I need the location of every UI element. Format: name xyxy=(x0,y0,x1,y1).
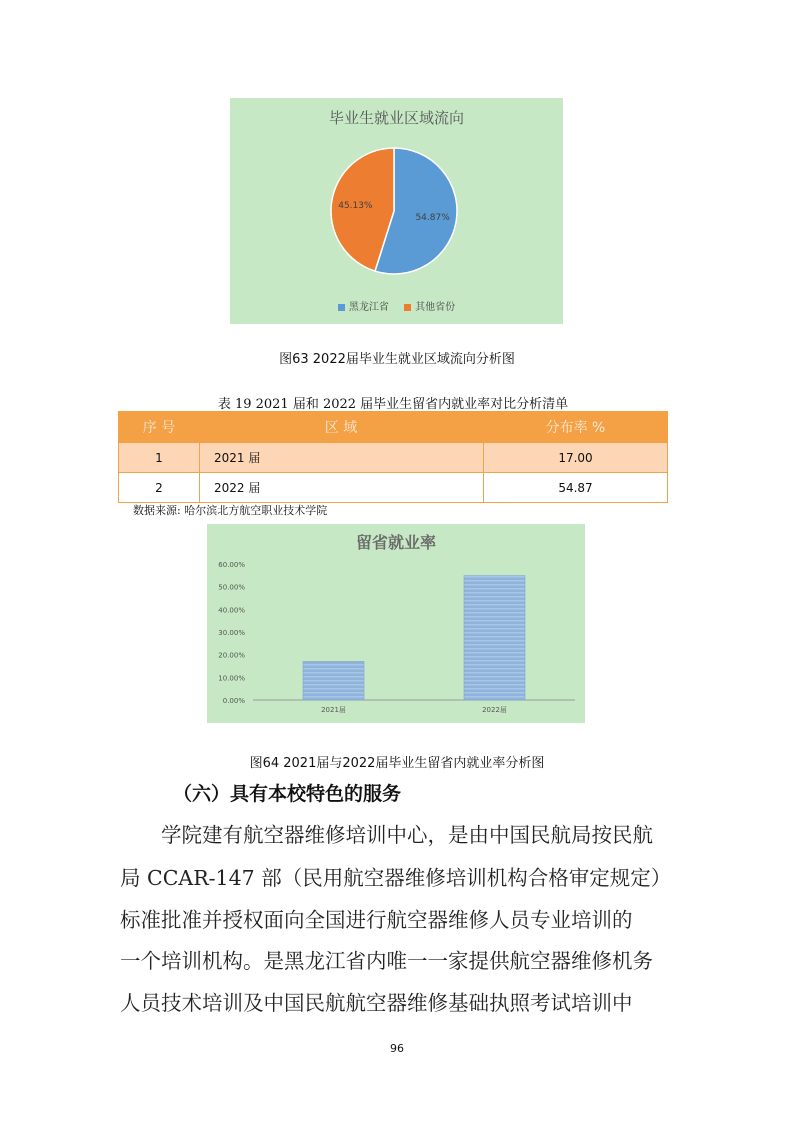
y-tick-label: 50.00% xyxy=(218,583,245,592)
header-index: 序 号 xyxy=(119,412,200,443)
table19-caption: 表 19 2021 届和 2022 届毕业生留省内就业率对比分析清单 xyxy=(217,397,569,412)
x-tick-label: 2021届 xyxy=(321,706,346,714)
header-rate: 分布率 % xyxy=(484,412,668,443)
bar xyxy=(303,661,364,700)
header-region: 区 域 xyxy=(200,412,484,443)
y-tick-label: 40.00% xyxy=(218,606,245,615)
cell-region: 2022 届 xyxy=(200,473,484,503)
cell-rate: 17.00 xyxy=(484,443,668,473)
body-paragraph-line: 局 CCAR-147 部（民用航空器维修培训机构合格审定规定） xyxy=(120,866,672,890)
legend-entry-heilongjiang xyxy=(338,302,389,313)
x-tick-label: 2022届 xyxy=(482,706,507,714)
pie-data-label: 45.13% xyxy=(338,201,373,212)
y-tick-label: 0.00% xyxy=(222,697,245,705)
pie-chart-title: 毕业生就业区域流向 xyxy=(328,109,464,127)
data-source-note: 数据来源: 哈尔滨北方航空职业技术学院 xyxy=(133,504,328,517)
legend-swatch xyxy=(338,304,345,311)
legend-label: 其他省份 xyxy=(415,302,456,313)
table-row xyxy=(119,443,668,473)
legend-entry-other xyxy=(404,302,455,313)
body-paragraph-line: 一个培训机构。是黑龙江省内唯一一家提供航空器维修机务 xyxy=(120,949,653,973)
bar-chart-svg xyxy=(207,524,585,723)
bar xyxy=(464,576,525,700)
section-heading: （六）具有本校特色的服务 xyxy=(173,783,402,805)
table-row xyxy=(119,473,668,503)
bar-chart-title: 留省就业率 xyxy=(355,533,436,552)
bar-chart-figure xyxy=(207,524,585,723)
y-tick-label: 60.00% xyxy=(218,561,245,569)
cell-index: 1 xyxy=(119,443,200,473)
body-paragraph-line: 学院建有航空器维修培训中心，是由中国民航局按民航 xyxy=(161,823,653,847)
table19 xyxy=(118,411,668,503)
body-paragraph-line: 人员技术培训及中国民航航空器维修基础执照考试培训中 xyxy=(120,991,633,1015)
page-number: 96 xyxy=(390,1042,404,1055)
cell-rate: 54.87 xyxy=(484,473,668,503)
legend-swatch xyxy=(404,304,411,311)
figure63-caption: 图63 2022届毕业生就业区域流向分析图 xyxy=(279,352,515,367)
cell-region: 2021 届 xyxy=(200,443,484,473)
y-tick-label: 30.00% xyxy=(218,629,245,637)
pie-chart-figure xyxy=(230,98,563,324)
legend-label: 黑龙江省 xyxy=(348,302,389,313)
y-tick-label: 10.00% xyxy=(218,674,245,683)
pie-data-label: 54.87% xyxy=(415,212,450,223)
pie-chart-svg xyxy=(230,98,563,324)
pie-legend xyxy=(230,298,563,313)
y-tick-label: 20.00% xyxy=(218,651,245,660)
table-header-row xyxy=(119,412,668,443)
cell-index: 2 xyxy=(119,473,200,503)
figure64-caption: 图64 2021届与2022届毕业生留省内就业率分析图 xyxy=(249,756,545,771)
body-paragraph-line: 标准批准并授权面向全国进行航空器维修人员专业培训的 xyxy=(120,908,633,932)
